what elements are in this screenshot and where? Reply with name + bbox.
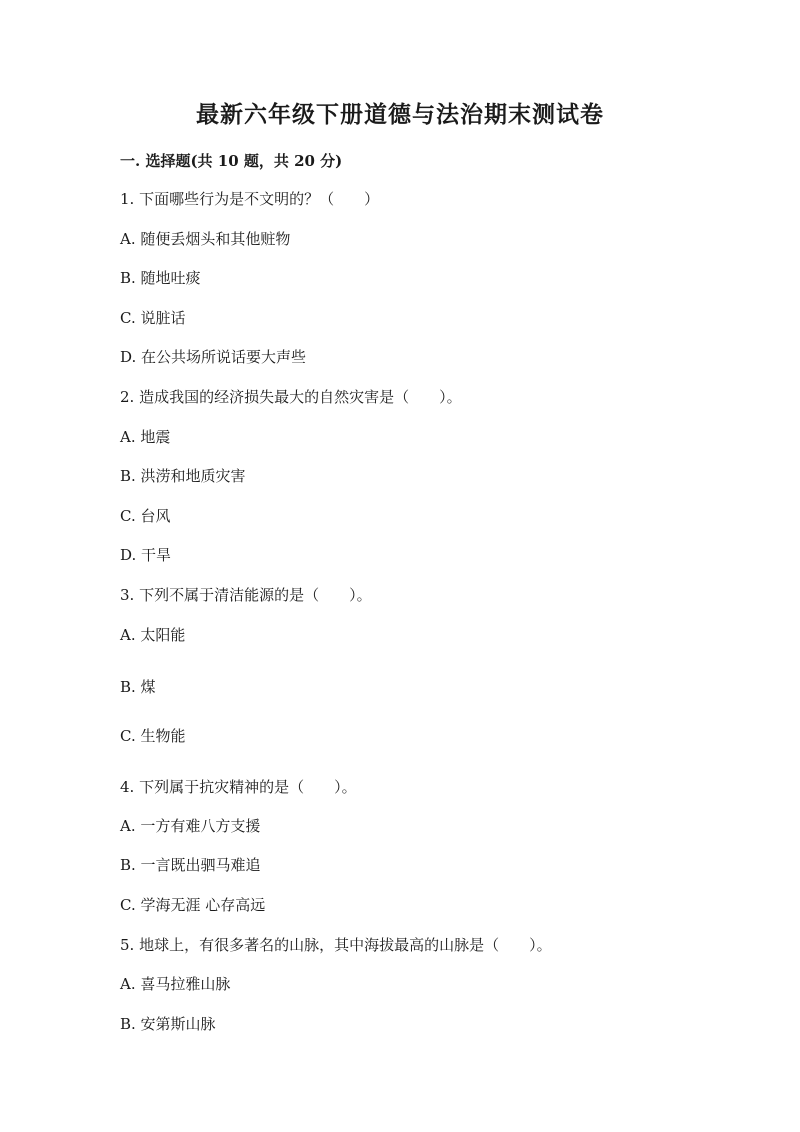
question-1-option-b: B. 随地吐痰 [120,269,201,287]
question-3-option-a: A. 太阳能 [120,626,186,644]
question-5-option-a: A. 喜马拉雅山脉 [120,975,231,993]
question-4-option-c: C. 学海无涯 心存高远 [120,896,266,914]
question-1-option-d: D. 在公共场所说话要大声些 [120,348,307,366]
question-1-option-c: C. 说脏话 [120,309,186,327]
question-1-stem: 1. 下面哪些行为是不文明的？（ ） [120,190,380,208]
question-2-option-b: B. 洪涝和地质灾害 [120,467,246,485]
page-title: 最新六年级下册道德与法治期末测试卷 [196,101,604,128]
question-2-stem: 2. 造成我国的经济损失最大的自然灾害是（ ）。 [120,388,462,406]
question-4-option-b: B. 一言既出驷马难追 [120,856,261,874]
question-4-stem: 4. 下列属于抗灾精神的是（ ）。 [120,778,357,796]
question-2-option-d: D. 干旱 [120,546,172,564]
section-heading: 一. 选择题(共 10 题，共 20 分) [120,152,343,170]
question-3-stem: 3. 下列不属于清洁能源的是（ ）。 [120,586,372,604]
question-4-option-a: A. 一方有难八方支援 [120,817,261,835]
question-5-option-b: B. 安第斯山脉 [120,1015,216,1033]
question-2-option-c: C. 台风 [120,507,171,525]
question-1-option-a: A. 随便丢烟头和其他赃物 [120,230,291,248]
question-3-option-b: B. 煤 [120,678,156,696]
question-3-option-c: C. 生物能 [120,727,186,745]
question-2-option-a: A. 地震 [120,428,171,446]
question-5-stem: 5. 地球上，有很多著名的山脉，其中海拔最高的山脉是（ ）。 [120,936,552,954]
